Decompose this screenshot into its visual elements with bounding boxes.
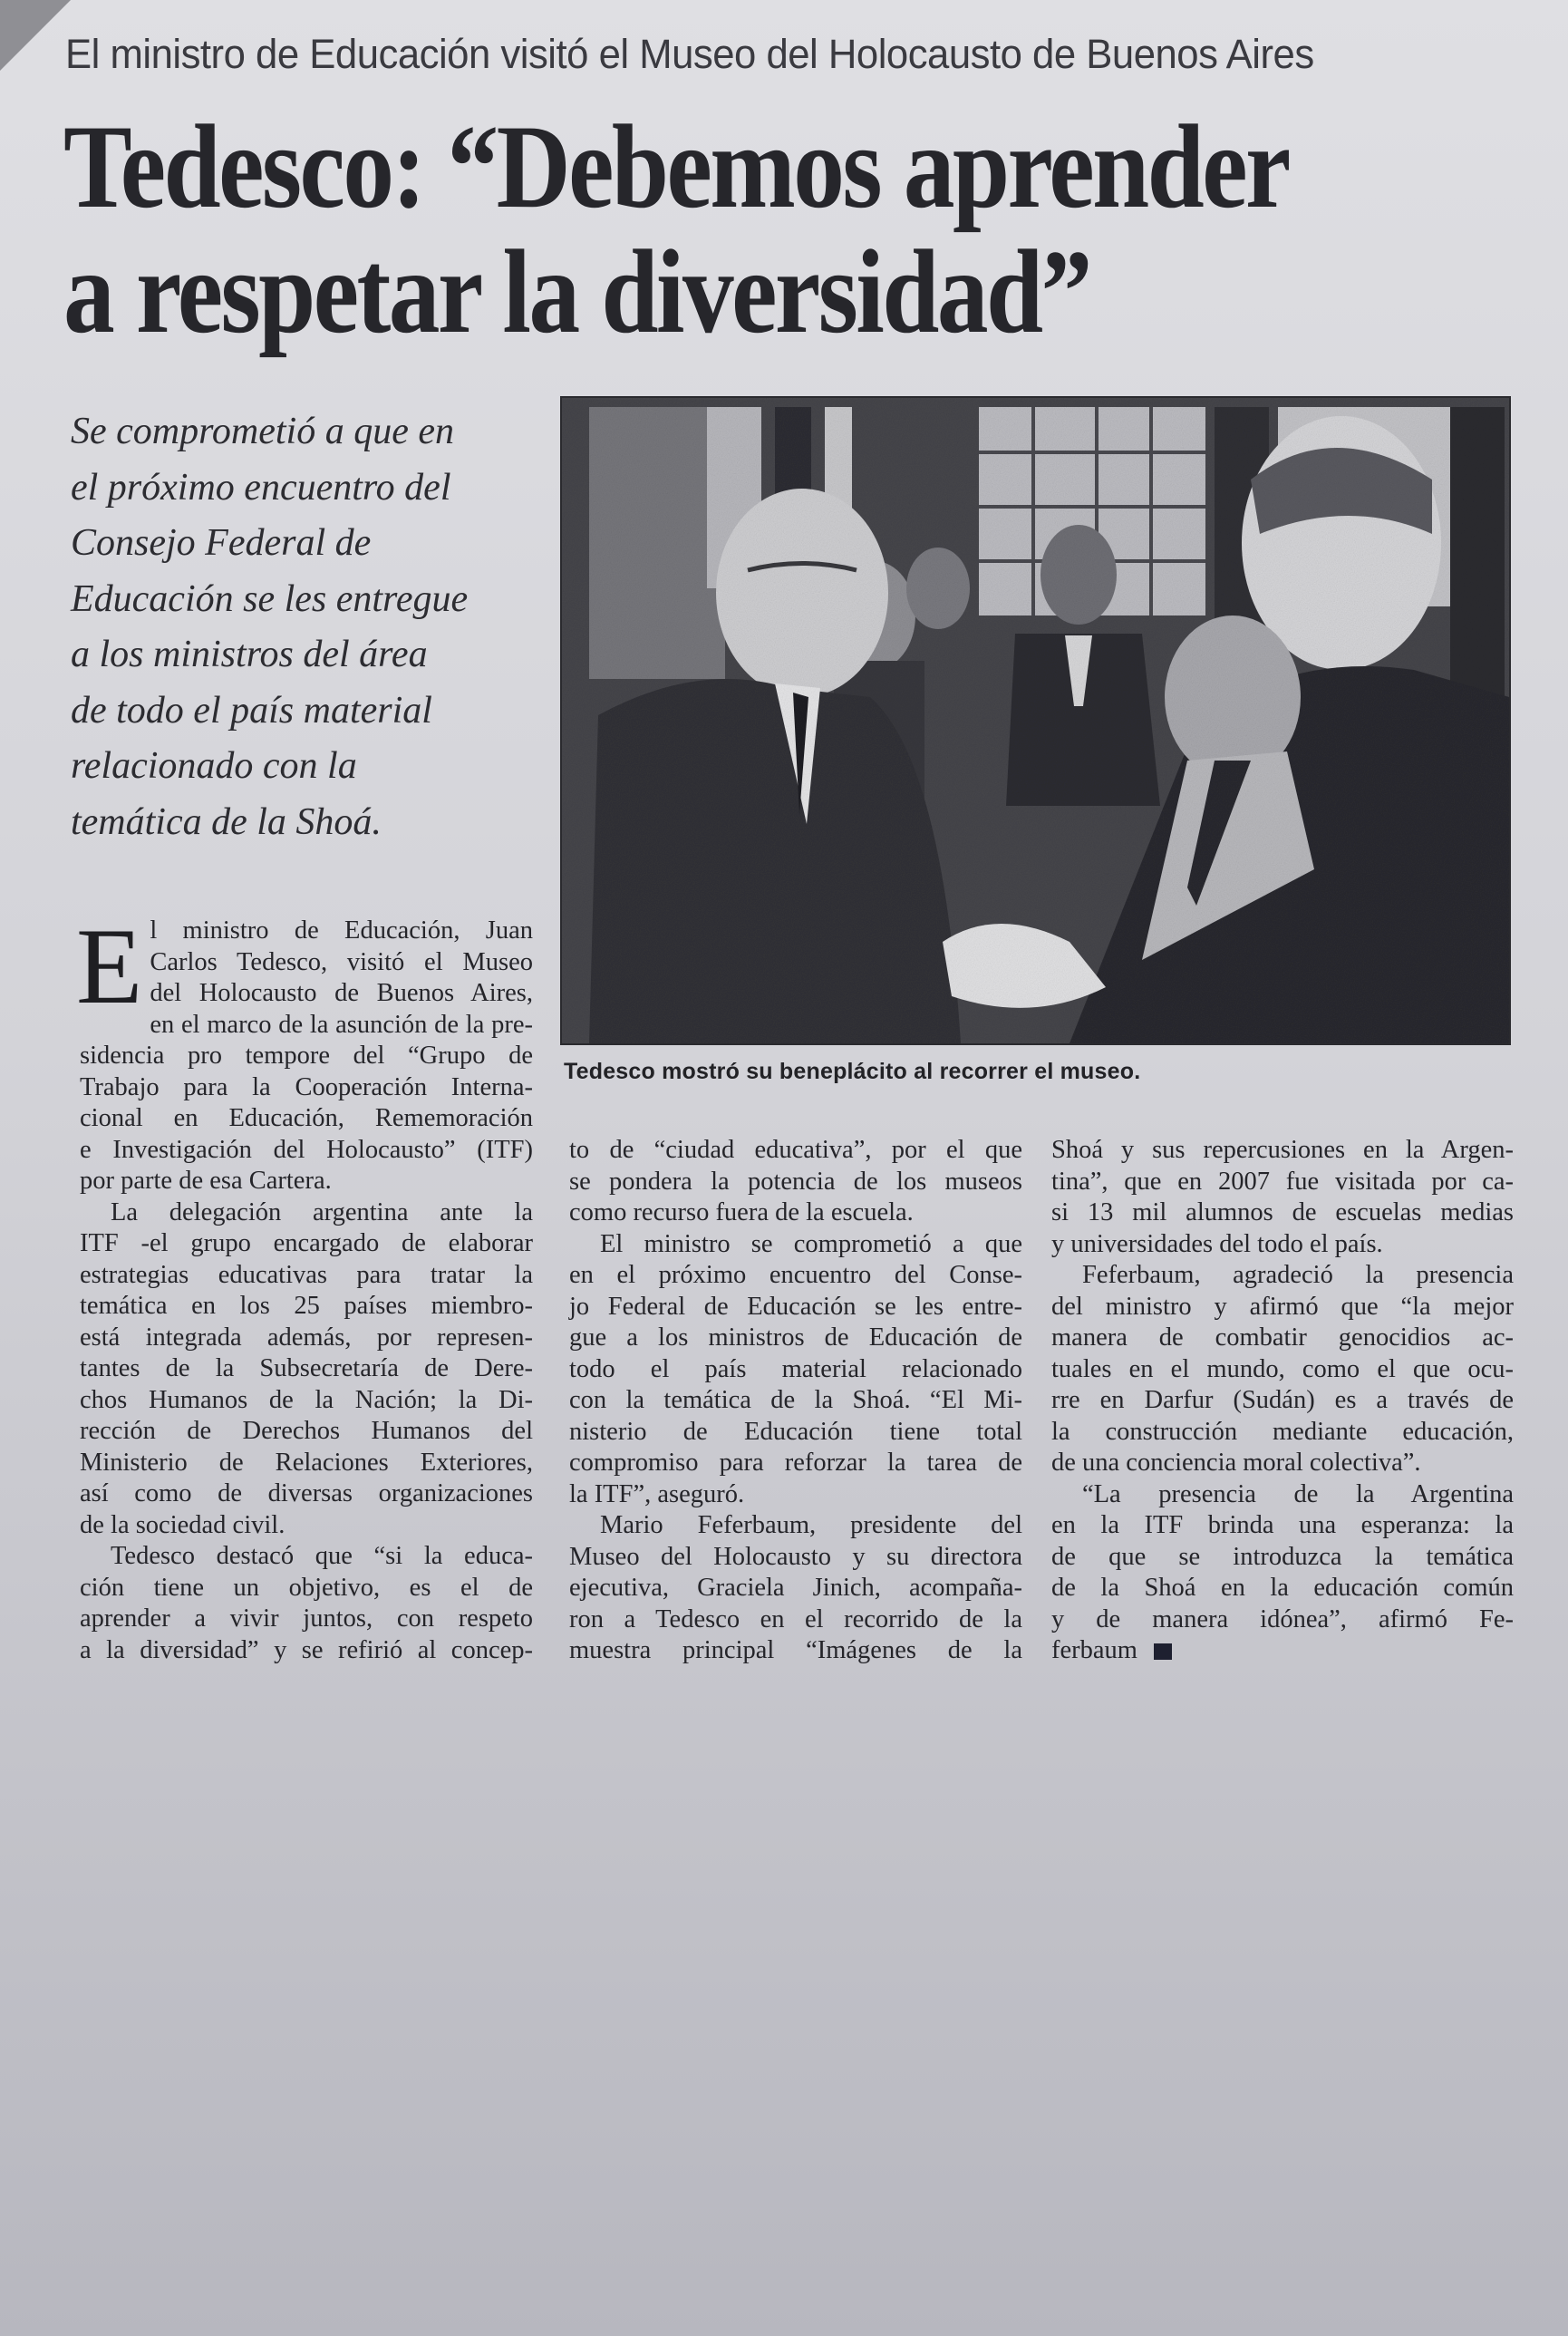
body-text-line — [80, 1510, 533, 1542]
body-text: La delegación argentina ante la — [111, 1197, 533, 1226]
body-text: Feferbaum, agradeció la presencia — [1082, 1261, 1514, 1289]
body-text: jo Federal de Educación se les entre- — [569, 1292, 1022, 1321]
body-text: de la Shoá en la educación común — [1051, 1574, 1514, 1602]
body-text: a la diversidad” y se refirió al concep- — [80, 1635, 533, 1664]
body-text-line — [1051, 1573, 1514, 1604]
body-text: Museo del Holocausto y su directora — [569, 1542, 1022, 1571]
body-text: con la temática de la Shoá. “El Mi- — [569, 1386, 1022, 1414]
body-text: ron a Tedesco en el recorrido de la — [569, 1604, 1022, 1633]
body-text-line — [80, 1416, 533, 1448]
body-text: compromiso para reforzar la tarea de — [569, 1449, 1022, 1477]
body-text-line — [1051, 1417, 1514, 1449]
body-text: del ministro y afirmó que “la mejor — [1051, 1292, 1514, 1321]
body-text-line — [1051, 1635, 1514, 1667]
body-text: estrategias educativas para tratar la — [80, 1260, 533, 1289]
body-text-line — [569, 1635, 1022, 1667]
article-kicker: El ministro de Educación visitó el Museo del Holocausto de Buenos Aires — [65, 31, 1314, 77]
body-text: de que se introduzca la temática — [1051, 1542, 1514, 1571]
body-text-line — [80, 1353, 533, 1385]
body-text: así como de diversas organizaciones — [80, 1479, 533, 1507]
body-text: todo el país material relacionado — [569, 1354, 1022, 1383]
body-text: El ministro se comprometió a que — [600, 1229, 1022, 1258]
body-text: la construcción mediante educación, — [1051, 1417, 1514, 1446]
headline-line: a respetar la diversidad” — [63, 225, 1090, 358]
body-text-line — [80, 1103, 533, 1135]
body-text-line — [80, 947, 533, 979]
body-text-line — [80, 1573, 533, 1604]
body-text: manera de combatir genocidios ac- — [1051, 1323, 1514, 1352]
body-text: l ministro de Educación, Juan — [150, 916, 533, 945]
body-text-line — [80, 916, 533, 947]
body-text: rección de Derechos Humanos del — [80, 1417, 533, 1445]
body-text-line — [569, 1167, 1022, 1198]
body-text: si 13 mil alumnos de escuelas medias — [1051, 1198, 1514, 1226]
body-text-line — [80, 1323, 533, 1354]
body-text-line — [1051, 1510, 1514, 1542]
window-left — [589, 407, 725, 679]
body-text-line — [80, 1448, 533, 1479]
body-text: la ITF”, aseguró. — [569, 1479, 745, 1508]
body-text-line — [1051, 1354, 1514, 1386]
body-text: está integrada además, por represen- — [80, 1323, 533, 1352]
photo-caption: Tedesco mostró su beneplácito al recorrer el museo. — [564, 1059, 1141, 1084]
body-text-line — [569, 1385, 1022, 1417]
body-text: en el próximo encuentro del Conse- — [569, 1261, 1022, 1289]
deck-line: Consejo Federal de — [71, 522, 372, 564]
body-text: chos Humanos de la Nación; la Di- — [80, 1385, 533, 1414]
deck-line: a los ministros del área — [71, 634, 428, 675]
body-text-line — [80, 1010, 533, 1042]
body-text: Carlos Tedesco, visitó el Museo — [150, 947, 533, 976]
page-corner-shadow — [0, 0, 71, 71]
body-text-line — [1051, 1385, 1514, 1417]
body-text-line — [1051, 1197, 1514, 1229]
body-text: y de manera idónea”, afirmó Fe- — [1051, 1604, 1514, 1633]
body-text: rre en Darfur (Sudán) es a través de — [1051, 1386, 1514, 1414]
body-text-line — [1051, 1448, 1514, 1479]
body-text-line — [1051, 1542, 1514, 1574]
body-text-line — [80, 1478, 533, 1510]
body-text: temática en los 25 países miembro- — [80, 1292, 533, 1320]
body-text-line — [80, 978, 533, 1010]
body-text-line — [569, 1448, 1022, 1479]
body-text-line — [80, 1635, 533, 1667]
body-text-line — [569, 1604, 1022, 1636]
body-text: del Holocausto de Buenos Aires, — [150, 979, 533, 1007]
deck-line: de todo el país material — [71, 689, 432, 732]
body-text: en el marco de la asunción de la pre- — [150, 1010, 533, 1039]
body-text: Mario Feferbaum, presidente del — [600, 1511, 1022, 1539]
body-text: gue a los ministros de Educación de — [569, 1323, 1022, 1352]
body-text-line — [1051, 1479, 1514, 1511]
body-text-line — [80, 1604, 533, 1635]
body-text: de la sociedad civil. — [80, 1510, 286, 1539]
body-text-line — [1051, 1135, 1514, 1167]
body-text: en la ITF brinda una esperanza: la — [1051, 1511, 1514, 1539]
article-column-2 — [569, 1135, 1022, 1667]
body-text-line — [569, 1417, 1022, 1449]
body-text: ción tiene un objetivo, es el de — [80, 1573, 533, 1602]
body-text: por parte de esa Cartera. — [80, 1167, 332, 1195]
body-text: de una conciencia moral colectiva”. — [1051, 1449, 1421, 1477]
body-text: Shoá y sus repercusiones en la Argen- — [1051, 1136, 1514, 1164]
body-text: tuales en el mundo, como el que ocu- — [1051, 1354, 1514, 1383]
body-text-line — [80, 1041, 533, 1072]
body-text: “La presencia de la Argentina — [1082, 1479, 1514, 1508]
deck-line: el próximo encuentro del — [71, 466, 451, 509]
body-text-line — [1051, 1167, 1514, 1198]
background-person — [906, 548, 970, 629]
body-text-line — [569, 1229, 1022, 1261]
body-text-line — [1051, 1260, 1514, 1292]
body-text: como recurso fuera de la escuela. — [569, 1198, 914, 1226]
deck-line: Educación se les entregue — [71, 577, 469, 620]
article-column-3 — [1051, 1135, 1514, 1667]
body-text: cional en Educación, Rememoración — [80, 1104, 533, 1132]
body-text: Trabajo para la Cooperación Interna- — [80, 1072, 533, 1101]
body-text: muestra principal “Imágenes de la — [569, 1636, 1022, 1664]
headline-line: Tedesco: “Debemos aprender — [63, 100, 1289, 233]
deck-line: relacionado con la — [71, 745, 357, 787]
body-text: to de “ciudad educativa”, por el que — [569, 1136, 1022, 1164]
body-text-line — [80, 1228, 533, 1260]
body-text-line — [569, 1135, 1022, 1167]
body-text: Tedesco destacó que “si la educa- — [111, 1542, 533, 1570]
body-text-line — [1051, 1323, 1514, 1354]
body-text-line — [569, 1260, 1022, 1292]
deck-line: temática de la Shoá. — [71, 800, 382, 843]
body-text-line — [569, 1323, 1022, 1354]
body-text: nisterio de Educación tiene total — [569, 1417, 1022, 1446]
body-text-line — [569, 1354, 1022, 1386]
deck-line: Se comprometió a que en — [71, 411, 454, 452]
body-text-line — [569, 1479, 1022, 1511]
drop-cap: E — [76, 906, 143, 1026]
body-text-line — [80, 1072, 533, 1104]
body-text-line — [80, 1260, 533, 1292]
body-text-line — [80, 1166, 533, 1197]
body-text: tantes de la Subsecretaría de Dere- — [80, 1354, 533, 1382]
body-text-line — [569, 1510, 1022, 1542]
body-text: ferbaum — [1051, 1636, 1137, 1664]
body-text: aprender a vivir juntos, con respeto — [80, 1604, 533, 1633]
body-text: tina”, que en 2007 fue visitada por ca- — [1051, 1167, 1514, 1196]
body-text-line — [80, 1197, 533, 1229]
body-text: ITF -el grupo encargado de elaborar — [80, 1229, 533, 1257]
body-text: e Investigación del Holocausto” (ITF) — [80, 1135, 533, 1164]
body-text-line — [80, 1385, 533, 1417]
body-text-line — [1051, 1292, 1514, 1323]
body-text: ejecutiva, Graciela Jinich, acompaña- — [569, 1574, 1022, 1602]
article-deck — [71, 404, 542, 850]
body-text-line — [80, 1291, 533, 1323]
body-text-line — [1051, 1604, 1514, 1636]
person-tedesco-head — [716, 489, 888, 697]
article-headline — [63, 100, 1532, 358]
body-text: Ministerio de Relaciones Exteriores, — [80, 1448, 533, 1477]
article-column-1 — [76, 906, 533, 1666]
body-text-line — [569, 1542, 1022, 1574]
article-photo — [560, 396, 1511, 1045]
body-text-line — [80, 1541, 533, 1573]
body-text: se pondera la potencia de los museos — [569, 1167, 1022, 1196]
body-text-line — [1051, 1229, 1514, 1261]
body-text-line — [80, 1135, 533, 1167]
end-of-article-icon — [1154, 1643, 1172, 1660]
body-text-line — [569, 1573, 1022, 1604]
body-text-line — [569, 1197, 1022, 1229]
body-text: sidencia pro tempore del “Grupo de — [80, 1042, 533, 1070]
photo-illustration — [562, 398, 1509, 1043]
body-text-line — [569, 1292, 1022, 1323]
body-text: y universidades del todo el país. — [1051, 1229, 1383, 1258]
background-person — [1040, 525, 1117, 625]
